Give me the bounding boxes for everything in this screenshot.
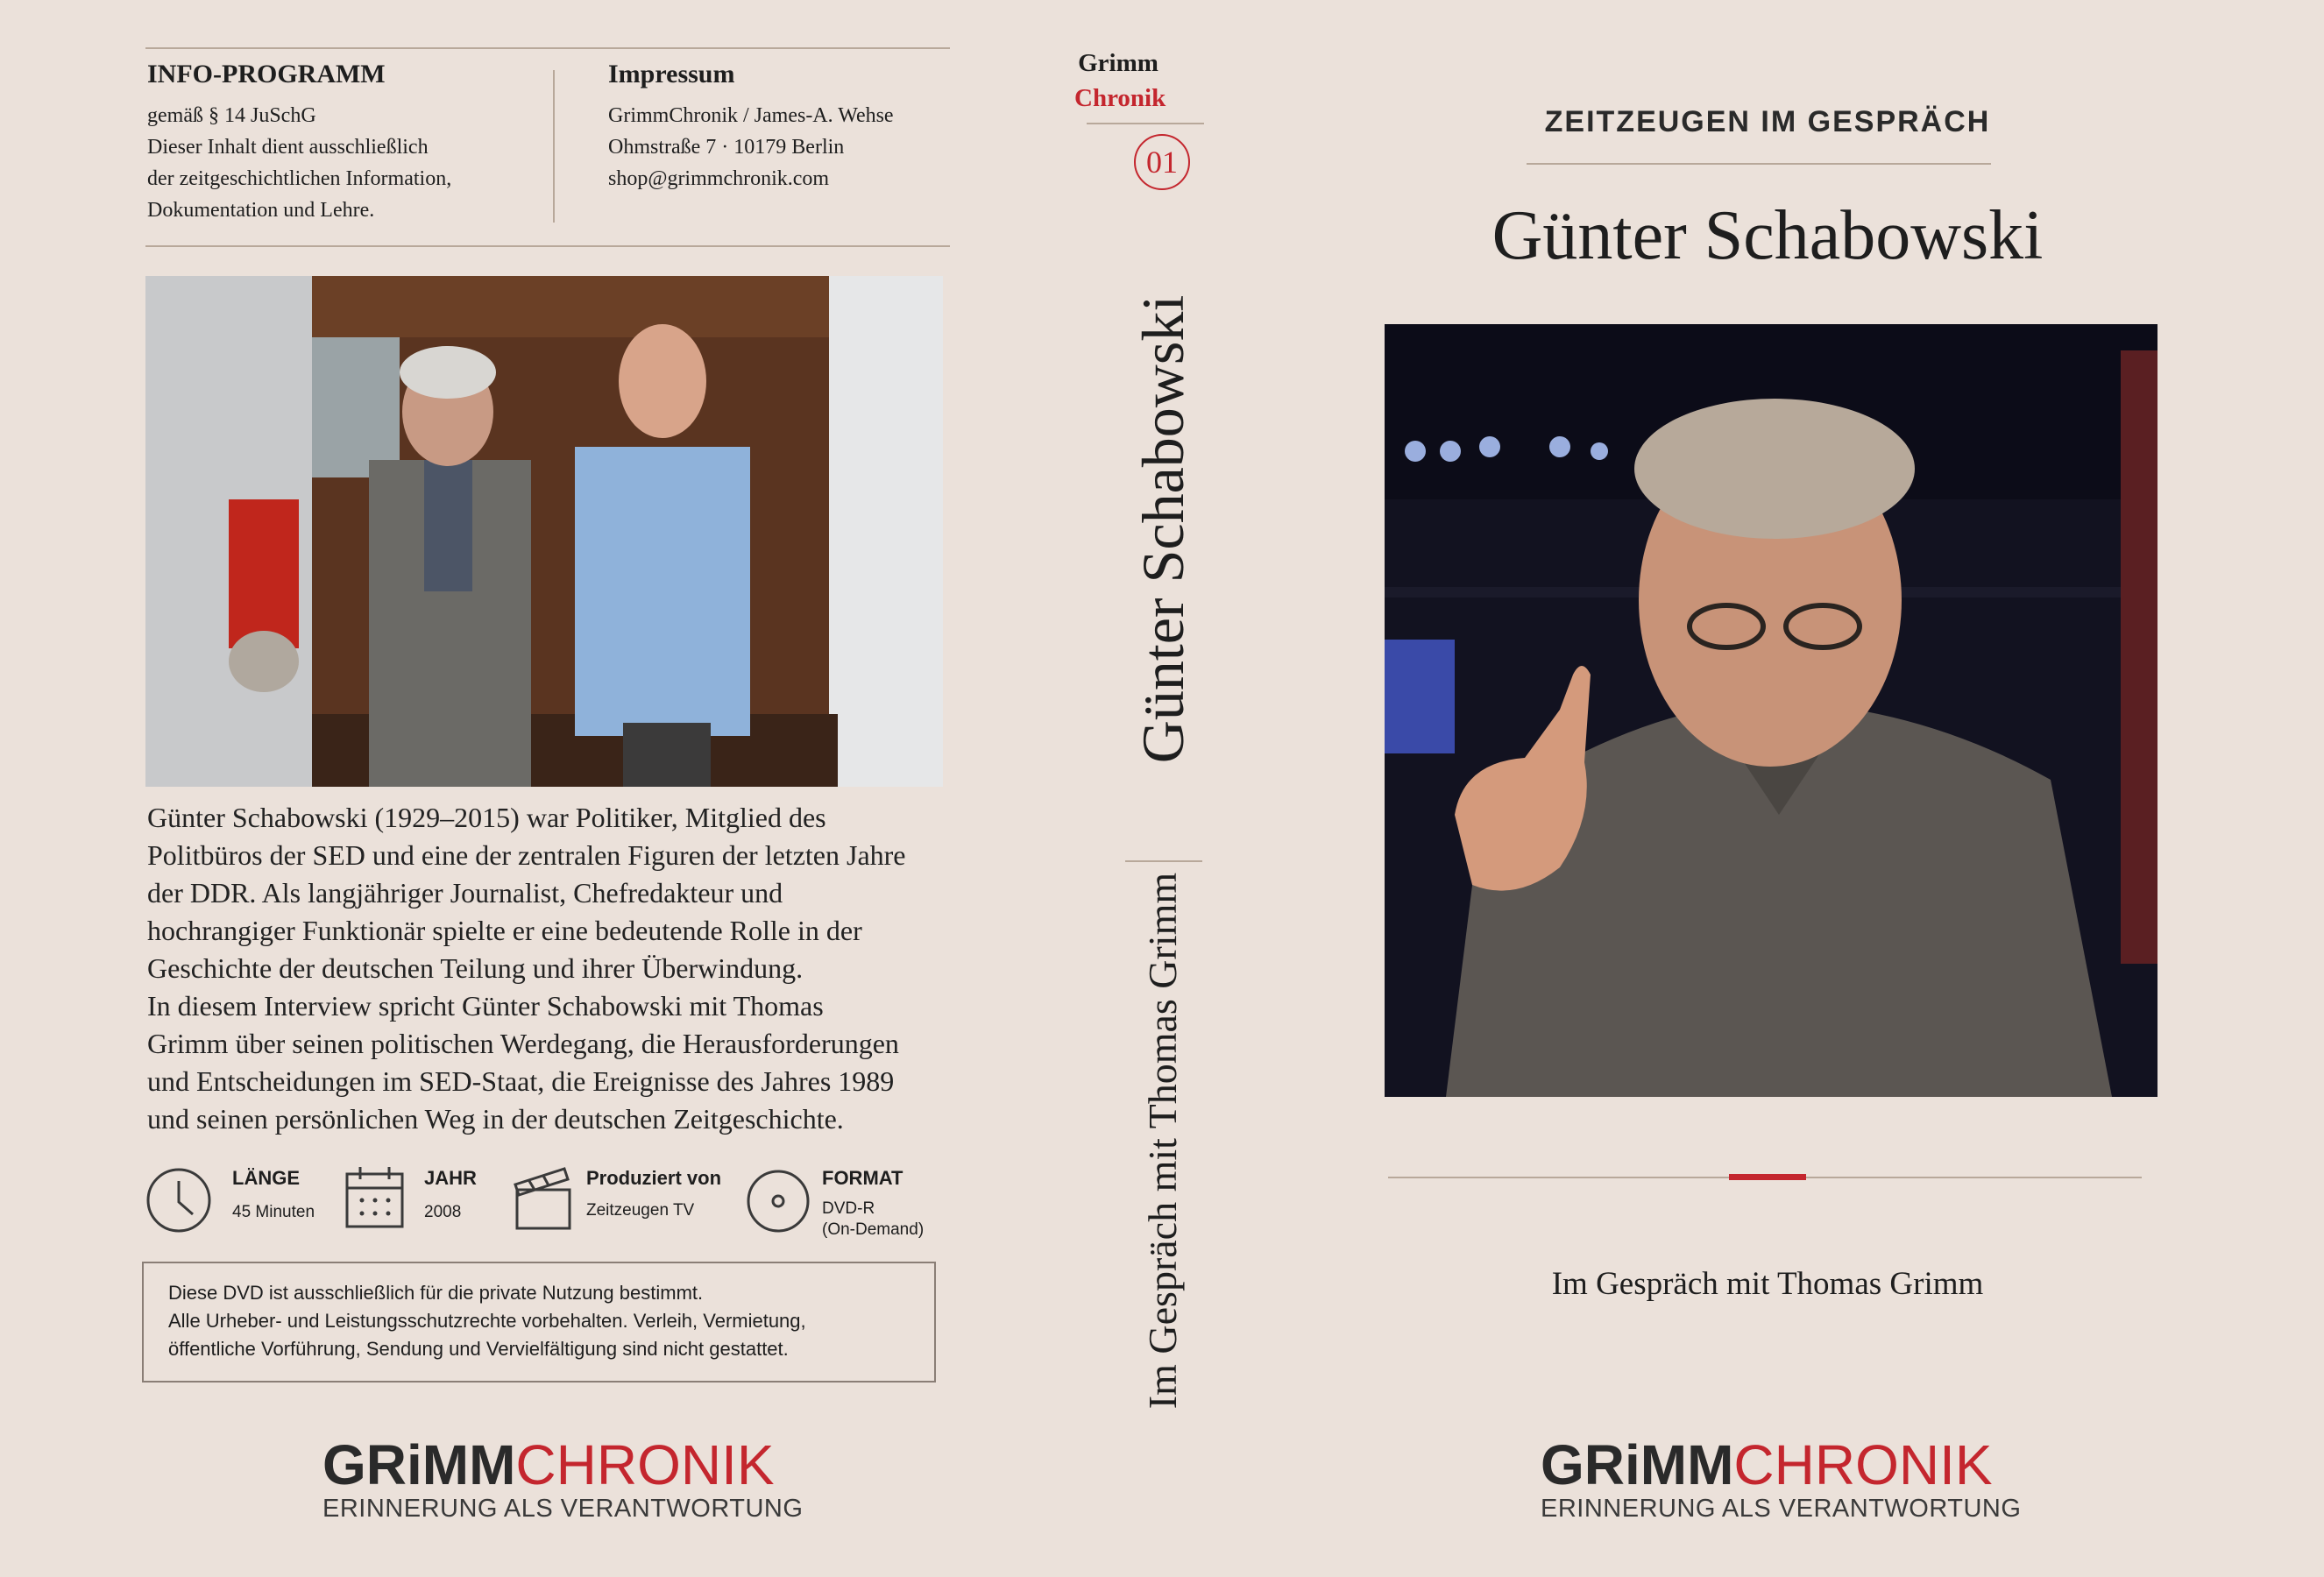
- spine-brand-top: Grimm: [1078, 49, 1158, 77]
- impressum-title: Impressum: [608, 60, 735, 88]
- logo-part-grimm: GRiMM: [322, 1433, 516, 1496]
- top-rule: [145, 47, 950, 49]
- usage-notice-box: Diese DVD ist ausschließlich für die private Nutzung bestimmt. Alle Urheber- und Leistungsschutzrechte vorbehalten. Verleih, Vermietung, öffentliche Vorführung, Sendung und Vervielfältigung sind nicht gestattet.: [142, 1262, 936, 1383]
- meta-length: [145, 1165, 338, 1244]
- description-text: Günter Schabowski (1929–2015) war Politiker, Mitglied des Politbüros der SED und eine der zentralen Figuren der letzten Jahre der DDR. Als langjähriger Journalist, Chefredakteur und hochrangiger Funktionär spielte er eine bedeutende Rolle in der Geschichte der deutschen Teilung und ihrer Überwindung. In diesem Interview spricht Günter Schabowski mit Thomas Grimm über seinen politischen Werdegang, die Herausforderungen und Entscheidungen im SED-Staat, die Ereignisse des Jahres 1989 und seinen persönlichen Weg in der deutschen Zeitgeschichte.: [147, 802, 906, 1135]
- clapperboard-icon: [512, 1163, 573, 1236]
- spine-brand-rule: [1087, 123, 1204, 124]
- front-rule-accent: [1729, 1174, 1806, 1180]
- spine-title: Günter Schabowski: [1130, 294, 1196, 764]
- logo-part-grimm: GRiMM: [1541, 1433, 1734, 1496]
- meta-producer-label: Produziert von: [586, 1167, 722, 1189]
- spine-brand-bottom: Chronik: [1074, 84, 1166, 112]
- info-divider: [553, 70, 555, 223]
- info-program-title: INFO-PROGRAMM: [147, 60, 386, 88]
- disc-icon: [746, 1169, 811, 1238]
- meta-format-label: FORMAT: [822, 1167, 903, 1189]
- logo-tagline: ERINNERUNG ALS VERANTWORTUNG: [322, 1495, 804, 1523]
- spine-subtitle: Im Gespräch mit Thomas Grimm: [1140, 872, 1185, 1410]
- logo-tagline: ERINNERUNG ALS VERANTWORTUNG: [1541, 1495, 2022, 1523]
- meta-producer-value: Zeitzeugen TV: [586, 1201, 695, 1220]
- meta-format-value: DVD-R (On-Demand): [822, 1199, 925, 1239]
- front-subtitle: Im Gespräch mit Thomas Grimm: [1551, 1266, 1984, 1302]
- meta-year: [344, 1165, 520, 1244]
- spine-number: 01: [1146, 145, 1178, 180]
- clock-icon: [145, 1167, 212, 1238]
- back-logo: [322, 1433, 804, 1524]
- meta-format: [746, 1165, 939, 1244]
- meta-producer: [512, 1163, 740, 1242]
- logo-part-chronik: CHRONIK: [1733, 1433, 1993, 1496]
- impressum-text: GrimmChronik / James-A. Wehse Ohmstraße 7 · 10179 Berlin shop@grimmchronik.com: [608, 104, 894, 190]
- meta-year-label: JAHR: [424, 1167, 477, 1189]
- series-rule: [1527, 163, 1991, 165]
- info-program-text: gemäß § 14 JuSchG Dieser Inhalt dient ausschließlich der zeitgeschichtlichen Information, Dokumentation und Lehre.: [147, 104, 452, 222]
- series-title: ZEITZEUGEN IM GESPRÄCH: [1544, 105, 1991, 138]
- logo-wordmark: [1541, 1433, 2014, 1496]
- logo-wordmark: [322, 1433, 778, 1496]
- spine-number-badge: [1134, 134, 1190, 190]
- calendar-icon: [344, 1165, 406, 1234]
- meta-length-label: LÄNGE: [232, 1167, 300, 1189]
- front-cover-portrait: [1385, 324, 2157, 1097]
- front-title: Günter Schabowski: [1491, 197, 2044, 274]
- meta-year-value: 2008: [424, 1203, 462, 1221]
- info-bottom-rule: [145, 245, 950, 247]
- front-logo: [1541, 1433, 2022, 1524]
- logo-part-chronik: CHRONIK: [515, 1433, 775, 1496]
- back-cover-photo: [145, 276, 943, 787]
- meta-length-value: 45 Minuten: [232, 1203, 315, 1221]
